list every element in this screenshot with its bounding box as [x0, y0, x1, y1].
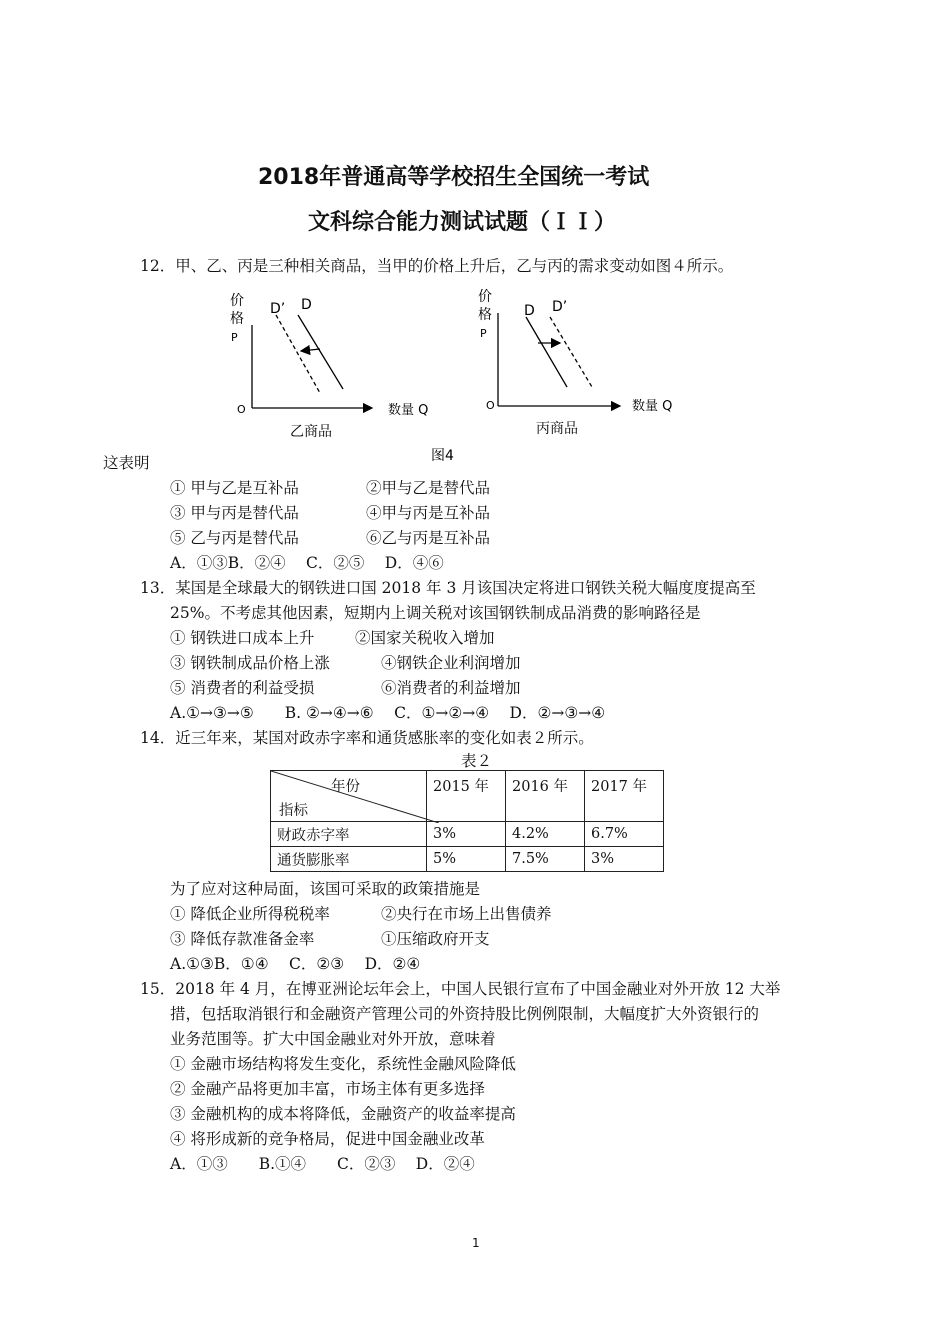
- q14-option-3: ③ 降低存款准备金率: [170, 930, 315, 948]
- table-header-row: [271, 771, 664, 822]
- corner-indicator-label: 指标: [279, 803, 308, 819]
- left-curve-d-prime: [276, 315, 320, 393]
- right-origin: O: [486, 399, 495, 412]
- corner-year-label: 年份: [331, 779, 360, 795]
- right-curve-d: [526, 317, 567, 387]
- right-ylabel-1: 价: [478, 289, 492, 305]
- q14-option-2: ②央行在市场上出售债养: [381, 905, 552, 923]
- q12-lead: 这表明: [103, 454, 150, 472]
- q13-option-5: ⑤ 消费者的利益受损: [170, 679, 315, 697]
- q14-option-1: ① 降低企业所得税税率: [170, 905, 330, 923]
- page-subtitle: 文科综合能力测试试题（ＩＩ）: [308, 210, 617, 235]
- right-label-d-prime: D’: [552, 299, 568, 315]
- q12-option-5: ⑤ 乙与丙是替代品: [170, 529, 299, 547]
- table-cell: 7.5%: [506, 847, 585, 872]
- table-row: [271, 847, 664, 872]
- q15-option-3: ③ 金融机构的成本将降低，金融资产的收益率提高: [170, 1105, 516, 1123]
- table-cell: 6.7%: [585, 822, 664, 847]
- left-origin: O: [237, 403, 246, 416]
- q12-stem: 12．甲、乙、丙是三种相关商品，当甲的价格上升后，乙与丙的需求变动如图４所示。: [140, 257, 734, 275]
- left-ylabel-1: 价: [230, 293, 244, 309]
- left-caption: 乙商品: [290, 424, 332, 440]
- q14-option-4: ①压缩政府开支: [381, 930, 490, 948]
- q15-option-4: ④ 将形成新的竞争格局，促进中国金融业改革: [170, 1130, 485, 1148]
- row-label: 通货膨胀率: [271, 847, 427, 872]
- table-cell: 4.2%: [506, 822, 585, 847]
- table-caption: 表２: [461, 752, 493, 770]
- q13-option-2: ②国家关税收入增加: [355, 629, 495, 647]
- graph-right: [478, 289, 672, 437]
- q14-answers: A.①③B．①④ C．②③ D．②④: [170, 955, 421, 973]
- left-ylabel-2: 格: [230, 311, 244, 327]
- q12-option-2: ②甲与乙是替代品: [366, 479, 491, 497]
- year-header: 2015 年: [427, 771, 506, 822]
- q13-option-3: ③ 钢铁制成品价格上涨: [170, 654, 330, 672]
- left-ylabel-3: P: [231, 331, 238, 344]
- left-label-d: D: [301, 297, 312, 313]
- table-cell: 5%: [427, 847, 506, 872]
- table-corner-cell: [271, 771, 427, 822]
- right-caption: 丙商品: [536, 421, 578, 437]
- left-xlabel: 数量 Q: [388, 403, 429, 418]
- q13-answers: A.①→③→⑤ B. ②→④→⑥ C．①→②→④ D．②→③→④: [170, 704, 606, 722]
- q12-option-1: ① 甲与乙是互补品: [170, 479, 299, 497]
- left-shift-arrow: [301, 349, 320, 351]
- q13-option-4: ④钢铁企业利润增加: [381, 654, 521, 672]
- left-label-d-prime: D’: [270, 301, 286, 317]
- table-cell: 3%: [585, 847, 664, 872]
- q12-option-4: ④甲与丙是互补品: [366, 504, 491, 522]
- q15-answers: A．①③ B.①④ C．②③ D．②④: [170, 1155, 475, 1173]
- table-cell: 3%: [427, 822, 506, 847]
- right-ylabel-3: P: [480, 327, 487, 340]
- q14-table: [270, 770, 664, 872]
- figure-caption: 图4: [431, 448, 454, 464]
- right-ylabel-2: 格: [478, 307, 492, 323]
- q12-option-6: ⑥乙与丙是互补品: [366, 529, 491, 547]
- q13-option-6: ⑥消费者的利益增加: [381, 679, 521, 697]
- q12-option-3: ③ 甲与丙是替代品: [170, 504, 299, 522]
- q15-stem-line1: 15．2018 年 4 月，在博亚洲论坛年会上，中国人民银行宣布了中国金融业对外开放 12 大举: [140, 980, 781, 998]
- table-row: [271, 822, 664, 847]
- left-curve-d: [298, 315, 343, 389]
- q12-figure: [200, 285, 730, 475]
- q15-stem-line3: 业务范围等。扩大中国金融业对外开放，意味着: [170, 1030, 496, 1048]
- q12-answers: A．①③B．②④ C．②⑤ D．④⑥: [170, 554, 444, 572]
- q13-stem-line2: 25%。不考虑其他因素，短期内上调关税对该国钢铁制成品消费的影响路径是: [170, 604, 701, 622]
- q14-lead: 为了应对这种局面，该国可采取的政策措施是: [170, 880, 481, 898]
- right-curve-d-prime: [550, 317, 592, 387]
- year-header: 2016 年: [506, 771, 585, 822]
- page-title: 2018年普通高等学校招生全国统一考试: [258, 165, 650, 190]
- year-header: 2017 年: [585, 771, 664, 822]
- q15-option-2: ② 金融产品将更加丰富，市场主体有更多选择: [170, 1080, 485, 1098]
- q13-stem-line1: 13．某国是全球最大的钢铁进口国 2018 年 3 月该国决定将进口钢铁关税大幅度度提高至: [140, 579, 756, 597]
- right-label-d: D: [524, 303, 535, 319]
- q15-option-1: ① 金融市场结构将发生变化，系统性金融风险降低: [170, 1055, 516, 1073]
- q14-stem: 14．近三年来，某国对政赤字率和通货感胀率的变化如表２所示。: [140, 729, 594, 747]
- right-xlabel: 数量 Q: [632, 399, 673, 414]
- q15-stem-line2: 措，包括取消银行和金融资产管理公司的外资持股比例例限制，大幅度扩大外资银行的: [170, 1005, 760, 1023]
- row-label: 财政赤字率: [271, 822, 427, 847]
- q13-option-1: ① 钢铁进口成本上升: [170, 629, 315, 647]
- page-number: 1: [472, 1236, 480, 1250]
- graph-left: [230, 293, 428, 440]
